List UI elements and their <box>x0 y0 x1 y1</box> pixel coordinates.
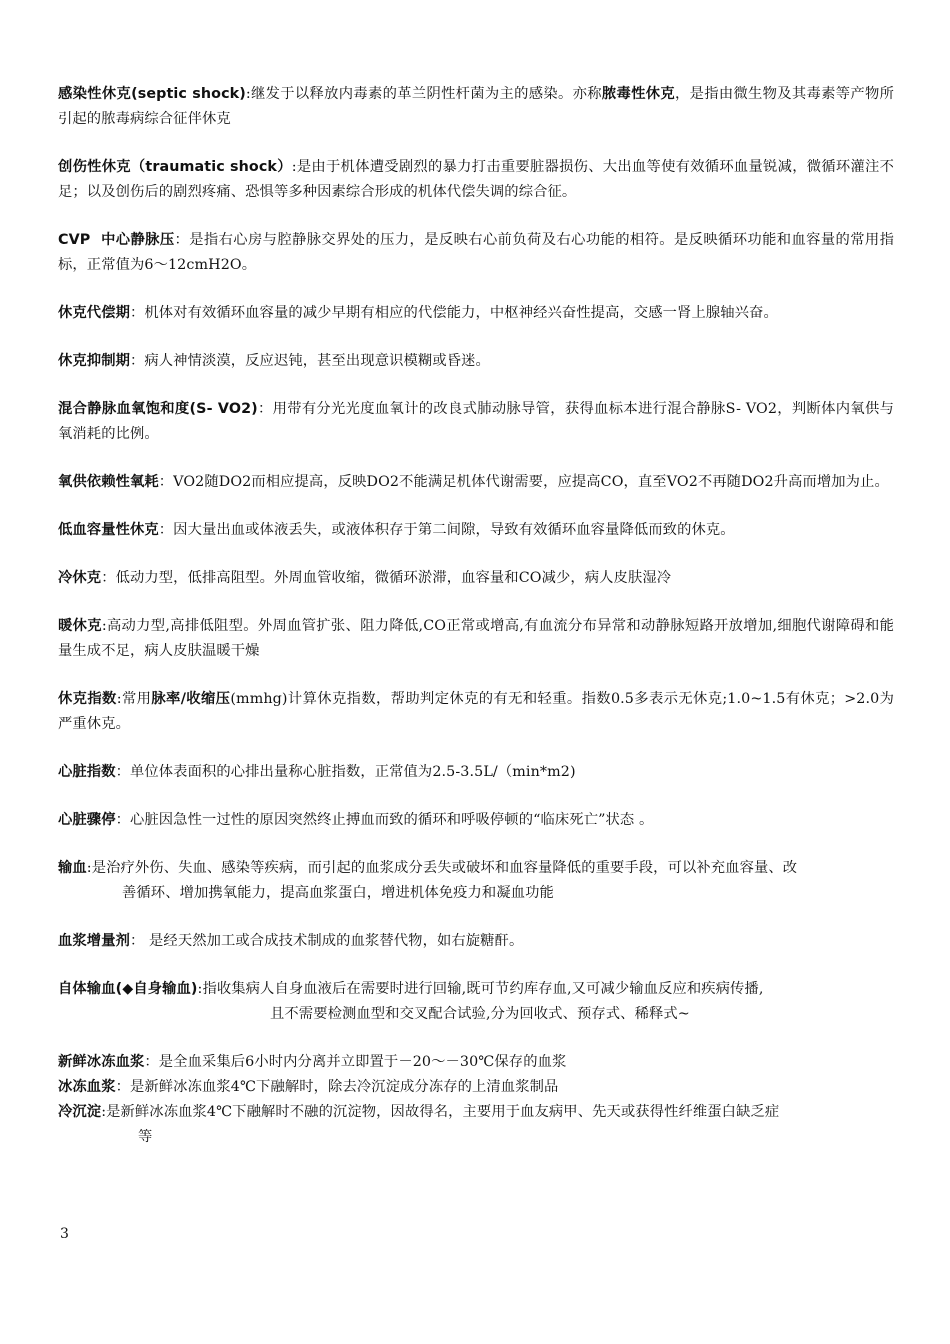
definition: ：VO2随DO2而相应提高，反映DO2不能满足机体代谢需要，应提高CO，直至VO2不再随DO2升高而增加为止。 <box>158 474 889 490</box>
term: 冷沉淀 <box>58 1104 102 1120</box>
definition-cont: (mmhg)计算休克指数，帮助判定休克的有无和轻重。指数0.5多表示无休克;1.0~1.5有休克；>2.0为严重休克。 <box>58 691 895 732</box>
term: 暖休克 <box>58 618 102 634</box>
entry-autotransfusion <box>58 977 894 1027</box>
entry-shock-suppression <box>58 349 894 374</box>
definition: ：低动力型，低排高阻型。外周血管收缩，微循环淤滞，血容量和CO减少，病人皮肤湿冷 <box>101 570 672 586</box>
definition: :是新鲜冰冻血浆4℃下融解时不融的沉淀物，因故得名，主要用于血友病甲、先天或获得性纤维蛋白缺乏症 <box>101 1104 780 1120</box>
document-body <box>58 82 894 1150</box>
term: 冷休克 <box>58 570 102 586</box>
term: 心脏骤停 <box>58 812 116 828</box>
definition: ： 是经天然加工或合成技术制成的血浆替代物，如右旋糖酐。 <box>129 933 524 949</box>
entry-cold-shock <box>58 566 894 591</box>
term: 混合静脉血氧饱和度(S- VO2) <box>58 401 258 417</box>
entry-warm-shock <box>58 614 894 664</box>
term: 休克指数 <box>58 691 117 707</box>
definition: :是治疗外伤、失血、感染等疾病，而引起的血浆成分丢失或破坏和血容量降低的重要手段，可以补充血容量、改 <box>86 860 798 876</box>
definition-cont: 等 <box>138 1129 153 1145</box>
term: 心脏指数 <box>58 764 116 780</box>
entry-svo2 <box>58 397 894 447</box>
definition-cont: ，是指由微生物及其毒素等产物所引起的脓毒病综合征伴休克 <box>58 86 895 127</box>
definition: :指收集病人自身血液后在需要时进行回输,既可节约库存血,又可减少输血反应和疾病传播, <box>197 981 764 997</box>
definition: :高动力型,高排低阻型。外周血管扩张、阻力降低,CO正常或增高,有血流分布异常和动静脉短路开放增加,细胞代谢障碍和能量生成不足，病人皮肤温暖干燥 <box>58 618 894 659</box>
definition: ：单位体表面积的心排出量称心脏指数，正常值为2.5-3.5L/（min*m2) <box>115 764 576 780</box>
term: 休克代偿期 <box>58 305 130 321</box>
entry-shock-index <box>58 687 894 737</box>
entry-cardiac-arrest <box>58 808 894 833</box>
entry-transfusion <box>58 856 894 906</box>
definition: ：因大量出血或体液丢失，或液体积存于第二间隙，导致有效循环血容量降低而致的休克。 <box>158 522 735 538</box>
entry-traumatic-shock <box>58 155 894 205</box>
definition: ：是全血采集后6小时内分离并立即置于－20～－30℃保存的血浆 <box>144 1054 567 1070</box>
entry-frozen-plasma <box>58 1075 894 1100</box>
definition: :常用 <box>116 691 152 707</box>
entry-septic-shock <box>58 82 894 132</box>
bold-term: 脓毒性休克 <box>601 86 675 102</box>
definition: ：用带有分光光度血氧计的改良式肺动脉导管，获得血标本进行混合静脉S- VO2，判断体内氧供与氧消耗的比例。 <box>58 401 894 442</box>
term: 新鲜冰冻血浆 <box>58 1054 145 1070</box>
term: 休克抑制期 <box>58 353 130 369</box>
definition-cont: 善循环、增加携氧能力，提高血浆蛋白，增进机体免疫力和凝血功能 <box>122 885 554 901</box>
term: CVP 中心静脉压 <box>58 232 175 248</box>
term: 低血容量性休克 <box>58 522 159 538</box>
term: 氧供依赖性氧耗 <box>58 474 159 490</box>
definition: ：病人神情淡漠，反应迟钝，甚至出现意识模糊或昏迷。 <box>129 353 490 369</box>
entry-cardiac-index <box>58 760 894 785</box>
entry-shock-compensation <box>58 301 894 326</box>
definition: :是由于机体遭受剧烈的暴力打击重要脏器损伤、大出血等使有效循环血量锐减，微循环灌注不足；以及创伤后的剧烈疼痛、恐惧等多种因素综合形成的机体代偿失调的综合征。 <box>58 159 894 200</box>
term: 创伤性休克（traumatic shock） <box>58 159 292 175</box>
entry-hypovolemic-shock <box>58 518 894 543</box>
entry-fresh-frozen-plasma <box>58 1050 894 1075</box>
definition: ：心脏因急性一过性的原因突然终止搏血而致的循环和呼吸停顿的“临床死亡”状态 。 <box>115 812 654 828</box>
term: 感染性休克(septic shock) <box>58 86 246 102</box>
definition: ：机体对有效循环血容量的减少早期有相应的代偿能力，中枢神经兴奋性提高，交感一肾上腺轴兴奋。 <box>129 305 778 321</box>
entry-plasma-expander <box>58 929 894 954</box>
entry-cvp <box>58 228 894 278</box>
page-number: 3 <box>60 1226 69 1242</box>
term: 输血 <box>58 860 87 876</box>
definition-cont: 且不需要检测血型和交叉配合试验,分为回收式、预存式、稀释式~ <box>270 1006 690 1022</box>
definition: ：是指右心房与腔静脉交界处的压力，是反映右心前负荷及右心功能的相符。是反映循环功能和血容量的常用指标，正常值为6～12cmH2O。 <box>58 232 894 273</box>
term: 冰冻血浆 <box>58 1079 116 1095</box>
entry-oxygen-dependence <box>58 470 894 495</box>
definition: :继发于以释放内毒素的革兰阴性杆菌为主的感染。亦称 <box>245 86 602 102</box>
bold-term: 脉率/收缩压 <box>151 691 231 707</box>
term: 自体输血(◆自身输血) <box>58 981 198 997</box>
term: 血浆增量剂 <box>58 933 130 949</box>
entry-cryoprecipitate <box>58 1100 894 1150</box>
definition: ：是新鲜冰冻血浆4℃下融解时，除去冷沉淀成分冻存的上清血浆制品 <box>115 1079 559 1095</box>
